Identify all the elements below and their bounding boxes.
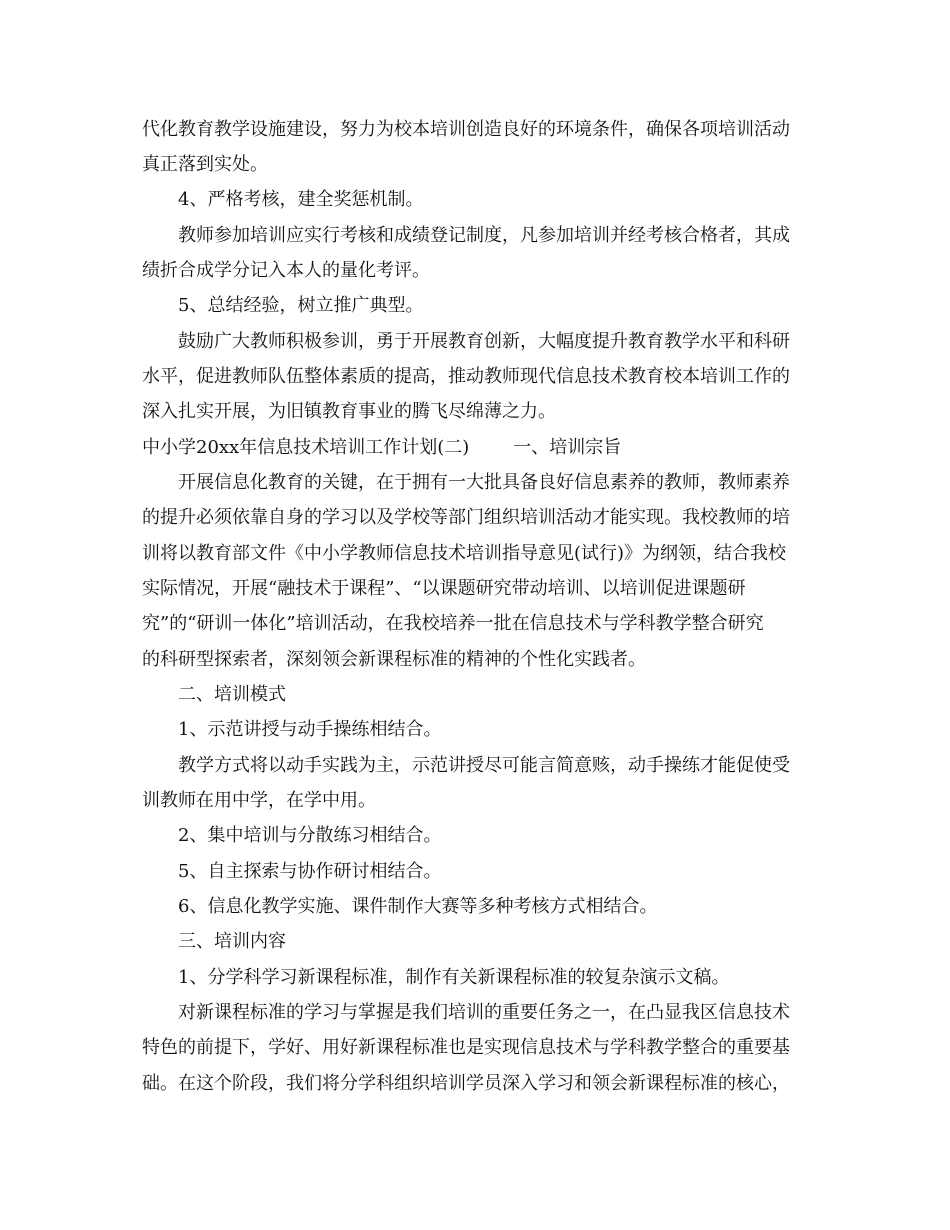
text-line: 础。在这个阶段，我们将分学科组织培训学员深入学习和领会新课程标准的核心，: [142, 1073, 790, 1094]
text-line: 6、信息化教学实施、课件制作大赛等多种考核方式相结合。: [178, 896, 658, 917]
section-heading: 三、培训内容: [178, 931, 286, 952]
text-line: 2、集中培训与分散练习相结合。: [178, 825, 442, 846]
text-line: 真正落到实处。: [142, 154, 268, 175]
text-line: 1、分学科学习新课程标准，制作有关新课程标准的较复杂演示文稿。: [178, 967, 730, 988]
plan-heading-line: [142, 436, 621, 460]
text-line: 的提升必须依靠自身的学习以及学校等部门组织培训活动才能实现。我校教师的培: [142, 507, 790, 528]
text-line: 的科研型探索者，深刻领会新课程标准的精神的个性化实践者。: [142, 649, 646, 670]
text-line: 教学方式将以动手实践为主，示范讲授尽可能言简意赅，动手操练才能促使受: [178, 755, 790, 776]
text-line: 5、自主探索与协作研讨相结合。: [178, 861, 442, 882]
text-line: 绩折合成学分记入本人的量化考评。: [142, 260, 430, 281]
section-heading: 二、培训模式: [178, 684, 286, 705]
text-line: 训教师在用中学，在学中用。: [142, 790, 376, 811]
text-line: 对新课程标准的学习与掌握是我们培训的重要任务之一，在凸显我区信息技术: [178, 1002, 790, 1023]
text-line: 水平，促进教师队伍整体素质的提高，推动教师现代信息技术教育校本培训工作的: [142, 366, 790, 387]
text-line: 深入扎实开展，为旧镇教育事业的腾飞尽绵薄之力。: [142, 401, 556, 422]
text-line: 1、示范讲授与动手操练相结合。: [178, 719, 442, 740]
text-line: 代化教育教学设施建设，努力为校本培训创造良好的环境条件，确保各项培训活动: [142, 119, 790, 140]
text-line: 鼓励广大教师积极参训，勇于开展教育创新，大幅度提升教育教学水平和科研: [178, 331, 790, 352]
text-line: 4、严格考核，建全奖惩机制。: [178, 189, 424, 210]
text-line: 开展信息化教育的关键，在于拥有一大批具备良好信息素养的教师，教师素养: [178, 472, 790, 493]
text-line: 5、总结经验，树立推广典型。: [178, 295, 424, 316]
section-heading: 一、培训宗旨: [513, 437, 622, 458]
text-line: 究”的“研训一体化”培训活动，在我校培养一批在信息技术与学科教学整合研究: [142, 613, 764, 634]
plan-title: 中小学20xx年信息技术培训工作计划(二): [142, 437, 470, 458]
text-line: 特色的前提下，学好、用好新课程标准也是实现信息技术与学科教学整合的重要基: [142, 1037, 790, 1058]
text-line: 训将以教育部文件《中小学教师信息技术培训指导意见(试行)》为纲领，结合我校: [142, 543, 787, 564]
text-line: 实际情况，开展“融技术于课程”、“以课题研究带动培训、以培训促进课题研: [142, 578, 746, 599]
text-line: 教师参加培训应实行考核和成绩登记制度，凡参加培训并经考核合格者，其成: [178, 225, 790, 246]
